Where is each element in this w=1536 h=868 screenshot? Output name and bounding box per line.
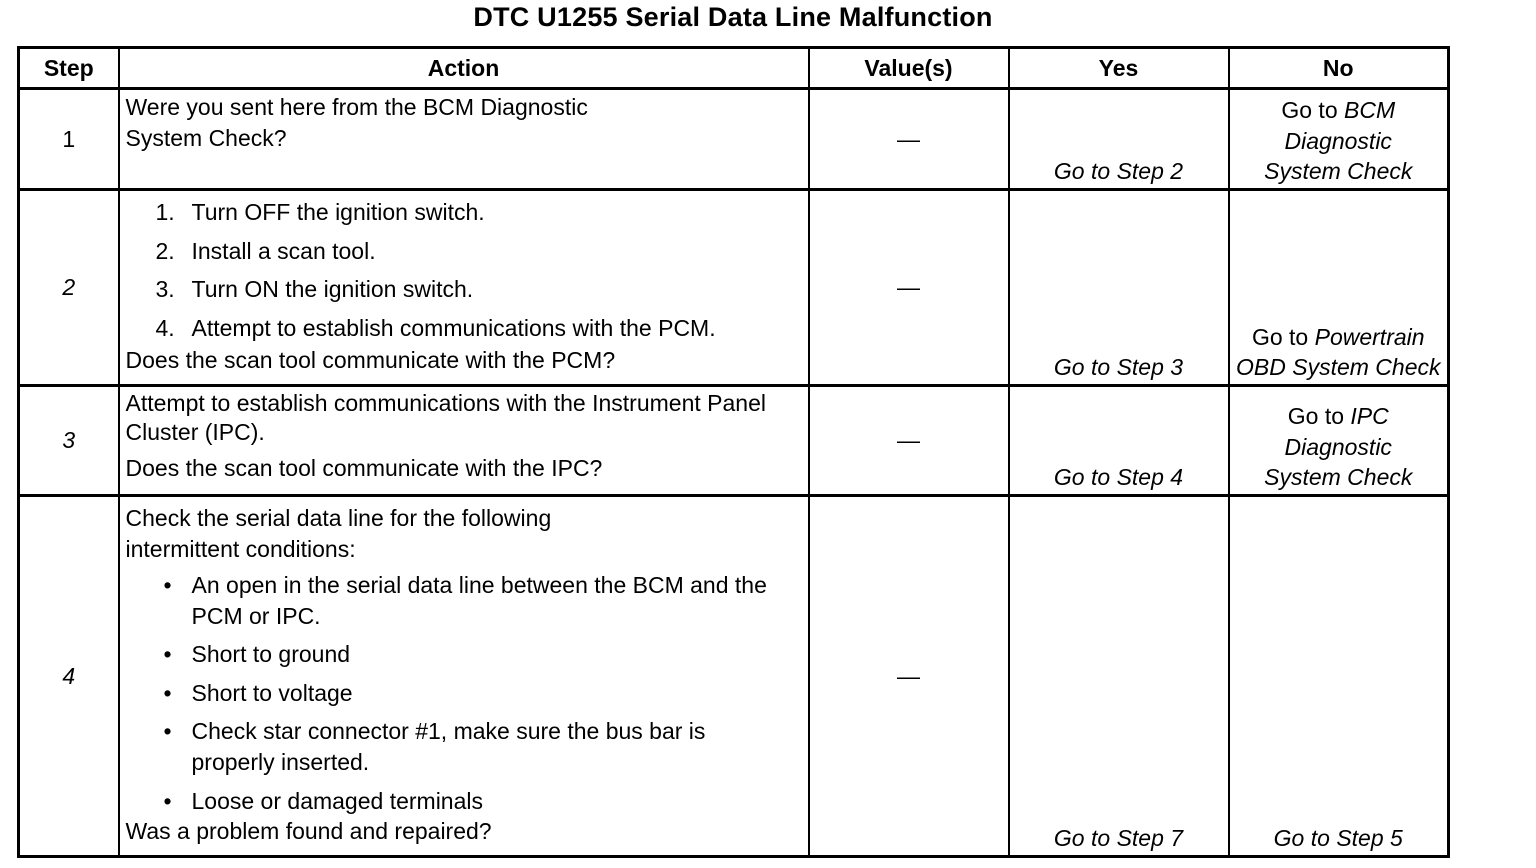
bullet-icon: • (163, 787, 172, 814)
table-row (19, 386, 1449, 496)
table-row (19, 190, 1449, 386)
list-item: 2. Install a scan tool. (155, 237, 376, 264)
header-values: Value(s) (809, 48, 1009, 89)
action-bullets-list (126, 570, 802, 816)
list-item: • An open in the serial data line between the BCM and the PCM or IPC. (163, 572, 767, 629)
value-dash: — (897, 274, 920, 301)
header-action: Action (119, 48, 809, 89)
no-link: BCM Diagnostic System Check (1264, 97, 1413, 185)
value-cell (809, 386, 1009, 496)
yes-cell: Go to Step 2 (1009, 89, 1229, 190)
bullet-icon: • (163, 641, 172, 668)
step-number: 4 (19, 496, 119, 857)
table-row (19, 496, 1449, 857)
yes-cell: Go to Step 7 (1009, 496, 1229, 857)
value-dash: — (897, 427, 920, 454)
yes-cell: Go to Step 4 (1009, 386, 1229, 496)
no-prefix: Go to (1287, 403, 1345, 430)
list-item: 4. Attempt to establish communications with the PCM. (155, 314, 716, 341)
action-cell (119, 496, 809, 857)
header-no: No (1229, 48, 1449, 89)
action-cell (119, 89, 809, 190)
list-item: 1. Turn OFF the ignition switch. (155, 199, 485, 225)
header-step: Step (19, 48, 119, 89)
bullet-icon: • (163, 572, 172, 599)
no-prefix: Go to (1281, 97, 1338, 124)
action-question: Does the scan tool communicate with the PCM? (125, 347, 616, 374)
value-dash: — (897, 125, 920, 152)
table-row (19, 89, 1449, 190)
action-cell (119, 386, 809, 496)
value-dash: — (897, 662, 920, 689)
no-cell (1229, 386, 1449, 496)
step-number: 1 (19, 89, 119, 190)
step-number: 3 (19, 386, 119, 496)
diagnostic-table (17, 46, 1450, 858)
value-cell (809, 190, 1009, 386)
action-cell (119, 190, 809, 386)
step-number: 2 (19, 190, 119, 386)
list-item: • Short to voltage (192, 678, 802, 709)
yes-cell: Go to Step 3 (1009, 190, 1229, 386)
action-steps-list (126, 197, 802, 343)
no-prefix: Go to (1251, 323, 1309, 350)
header-yes: Yes (1009, 48, 1229, 89)
no-cell: Go to Step 5 (1229, 496, 1449, 857)
list-item: • Check star connector #1, make sure the bus bar is properly inserted. (163, 718, 706, 776)
list-item: 3. Turn ON the ignition switch. (155, 276, 474, 303)
list-item: • Short to ground (192, 639, 802, 670)
page-title: DTC U1255 Serial Data Line Malfunction (473, 2, 993, 32)
action-text: Were you sent here from the BCM Diagnostic System Check? (125, 94, 588, 151)
value-cell (809, 496, 1009, 857)
list-item: • Loose or damaged terminals (192, 786, 802, 817)
bullet-icon: • (163, 718, 172, 745)
no-link: IPC Diagnostic System Check (1264, 403, 1413, 491)
no-cell (1229, 190, 1449, 386)
action-text: Check the serial data line for the following intermittent conditions: (125, 505, 552, 562)
action-text: Attempt to establish communications with the Instrument Panel Cluster (IPC). (125, 390, 766, 445)
value-cell (809, 89, 1009, 190)
bullet-icon: • (163, 679, 172, 706)
no-cell (1229, 89, 1449, 190)
no-link: Powertrain OBD System Check (1236, 323, 1441, 381)
action-question: Was a problem found and repaired? (125, 818, 492, 845)
table-header-row (19, 48, 1449, 89)
action-question: Does the scan tool communicate with the IPC? (125, 454, 603, 481)
